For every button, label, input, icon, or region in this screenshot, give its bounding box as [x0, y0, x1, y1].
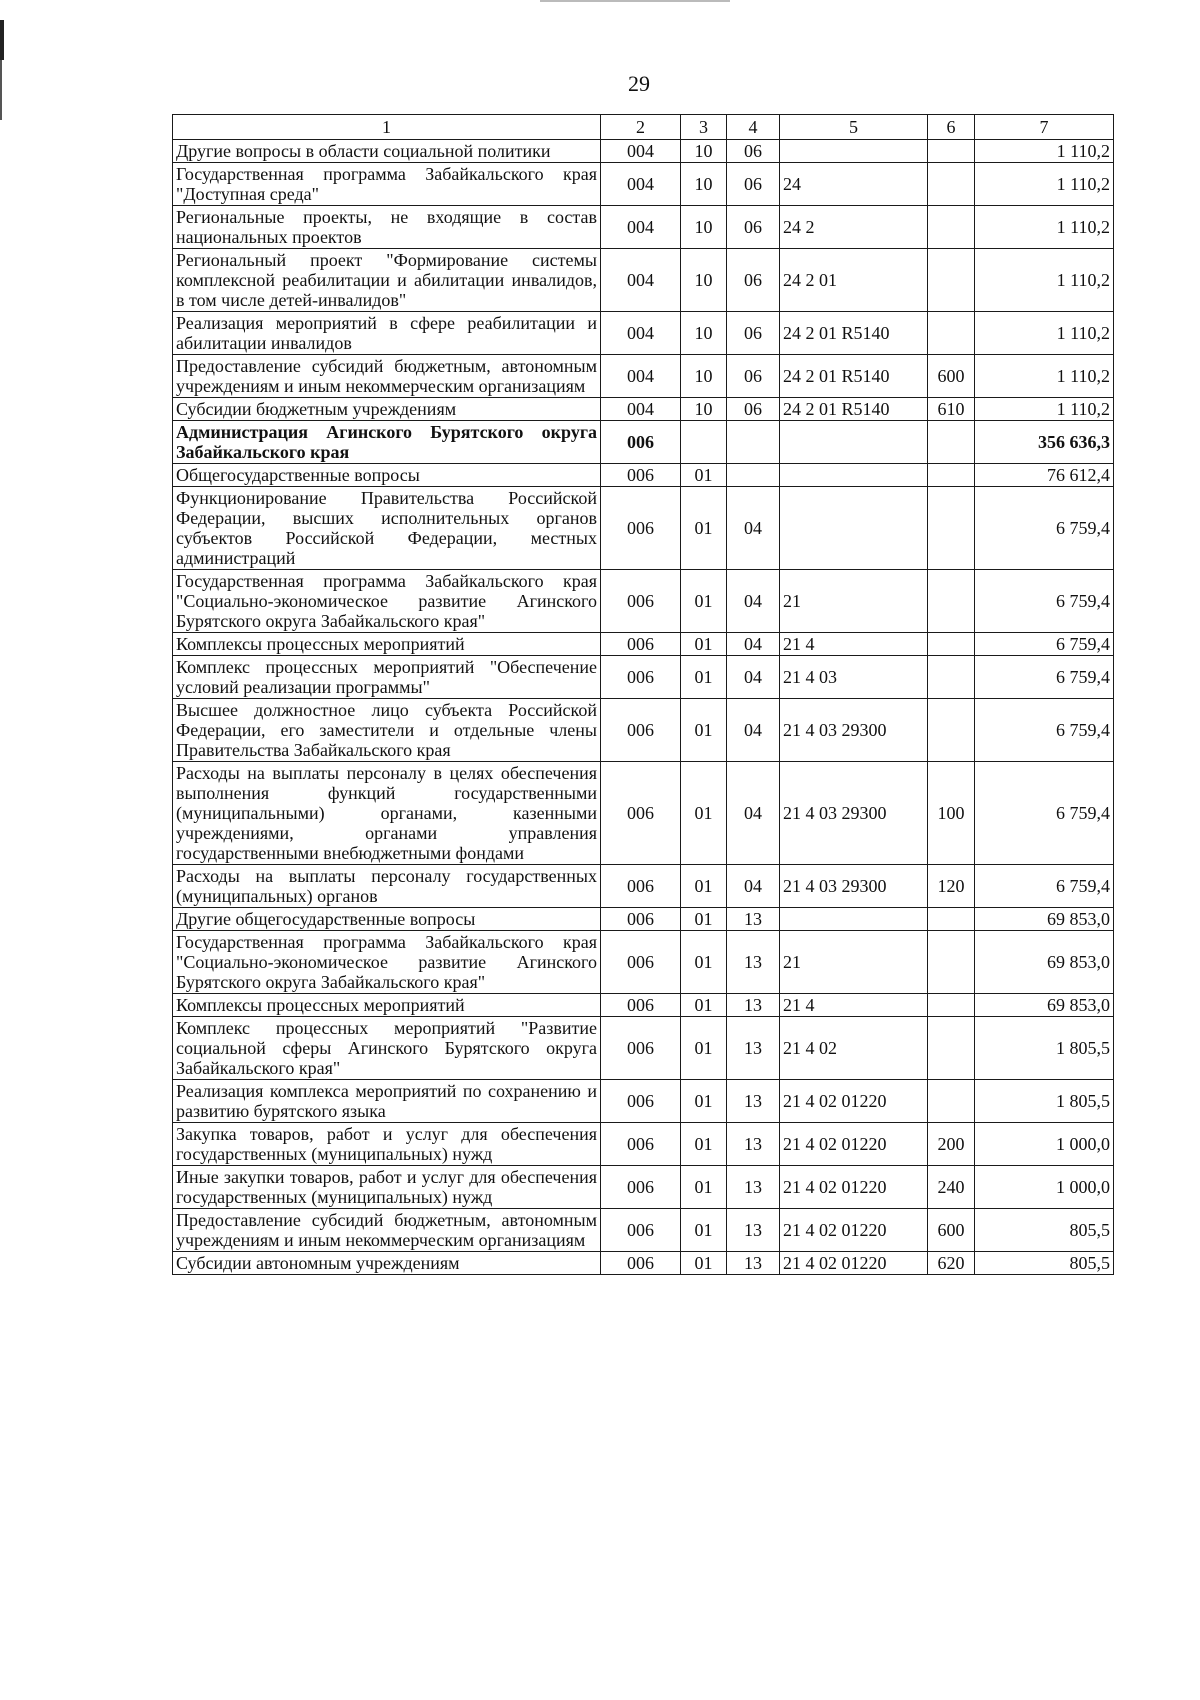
- row-subsection-cell: 13: [727, 908, 780, 931]
- row-target-article-cell: 21 4 02: [780, 1017, 928, 1080]
- row-name-cell: Региональный проект "Формирование системы комплексной реабилитации и абилитации инвалидов, в том числе детей-инвалидов": [173, 249, 601, 312]
- row-grbs-cell: 004: [601, 355, 681, 398]
- row-name-cell: Предоставление субсидий бюджетным, автономным учреждениям и иным некоммерческим организациям: [173, 355, 601, 398]
- row-name-cell: Комплекс процессных мероприятий "Обеспечение условий реализации программы": [173, 656, 601, 699]
- row-subsection-cell: 04: [727, 865, 780, 908]
- row-amount-cell: 1 110,2: [975, 163, 1114, 206]
- row-amount-cell: 1 110,2: [975, 206, 1114, 249]
- table-row: [173, 1252, 1114, 1275]
- row-grbs-cell: 006: [601, 762, 681, 865]
- row-subsection-cell: 04: [727, 762, 780, 865]
- row-section-cell: 01: [681, 1252, 727, 1275]
- table-row: [173, 699, 1114, 762]
- table-row: [173, 908, 1114, 931]
- table-row: [173, 1017, 1114, 1080]
- row-name-cell: Комплексы процессных мероприятий: [173, 994, 601, 1017]
- row-grbs-cell: 004: [601, 206, 681, 249]
- row-target-article-cell: 21 4 02 01220: [780, 1252, 928, 1275]
- table-body: [173, 140, 1114, 1275]
- table-row: [173, 1123, 1114, 1166]
- row-expense-type-cell: [928, 487, 975, 570]
- row-amount-cell: 69 853,0: [975, 994, 1114, 1017]
- row-grbs-cell: 006: [601, 699, 681, 762]
- row-section-cell: 10: [681, 249, 727, 312]
- row-expense-type-cell: 600: [928, 1209, 975, 1252]
- row-name-cell: Реализация комплекса мероприятий по сохранению и развитию бурятского языка: [173, 1080, 601, 1123]
- row-subsection-cell: 13: [727, 1017, 780, 1080]
- row-target-article-cell: 21: [780, 931, 928, 994]
- row-name-cell: Комплексы процессных мероприятий: [173, 633, 601, 656]
- row-subsection-cell: 13: [727, 1252, 780, 1275]
- table-header-row: [173, 115, 1114, 140]
- row-grbs-cell: 004: [601, 312, 681, 355]
- table-row: [173, 312, 1114, 355]
- row-amount-cell: 1 110,2: [975, 398, 1114, 421]
- row-expense-type-cell: [928, 1017, 975, 1080]
- row-name-cell: Закупка товаров, работ и услуг для обеспечения государственных (муниципальных) нужд: [173, 1123, 601, 1166]
- row-section-cell: 01: [681, 994, 727, 1017]
- row-expense-type-cell: [928, 421, 975, 464]
- row-target-article-cell: 21 4 03 29300: [780, 762, 928, 865]
- row-name-cell: Функционирование Правительства Российской Федерации, высших исполнительных органов субъектов Российской Федерации, местных администраций: [173, 487, 601, 570]
- row-target-article-cell: 21 4 02 01220: [780, 1166, 928, 1209]
- table-row: [173, 140, 1114, 163]
- row-subsection-cell: 06: [727, 163, 780, 206]
- scan-edge-mark: [0, 20, 4, 60]
- column-header: 7: [975, 115, 1114, 140]
- row-subsection-cell: 13: [727, 994, 780, 1017]
- row-amount-cell: 1 000,0: [975, 1166, 1114, 1209]
- row-name-cell: Расходы на выплаты персоналу в целях обеспечения выполнения функций государственными (муниципальными) органами, казенными учреждениями, органами управления государственными внебюджетными фондами: [173, 762, 601, 865]
- row-expense-type-cell: [928, 994, 975, 1017]
- row-subsection-cell: [727, 421, 780, 464]
- row-expense-type-cell: [928, 140, 975, 163]
- row-grbs-cell: 006: [601, 487, 681, 570]
- row-name-cell: Государственная программа Забайкальского края "Социально-экономическое развитие Агинского Бурятского округа Забайкальского края": [173, 570, 601, 633]
- row-amount-cell: 6 759,4: [975, 762, 1114, 865]
- table-row: [173, 570, 1114, 633]
- row-amount-cell: 1 110,2: [975, 249, 1114, 312]
- row-expense-type-cell: [928, 249, 975, 312]
- row-expense-type-cell: [928, 1080, 975, 1123]
- row-target-article-cell: [780, 421, 928, 464]
- row-section-cell: 01: [681, 656, 727, 699]
- row-subsection-cell: 13: [727, 1080, 780, 1123]
- column-header: 1: [173, 115, 601, 140]
- row-grbs-cell: 006: [601, 1209, 681, 1252]
- row-amount-cell: 69 853,0: [975, 931, 1114, 994]
- row-name-cell: Администрация Агинского Бурятского округа Забайкальского края: [173, 421, 601, 464]
- row-name-cell: Субсидии бюджетным учреждениям: [173, 398, 601, 421]
- row-subsection-cell: 06: [727, 312, 780, 355]
- row-target-article-cell: 21 4 03: [780, 656, 928, 699]
- row-target-article-cell: 21 4: [780, 994, 928, 1017]
- row-name-cell: Комплекс процессных мероприятий "Развитие социальной сферы Агинского Бурятского округа Забайкальского края": [173, 1017, 601, 1080]
- row-target-article-cell: [780, 487, 928, 570]
- row-grbs-cell: 006: [601, 633, 681, 656]
- column-header: 4: [727, 115, 780, 140]
- row-section-cell: 01: [681, 1080, 727, 1123]
- row-grbs-cell: 006: [601, 865, 681, 908]
- row-section-cell: 01: [681, 1166, 727, 1209]
- table-row: [173, 762, 1114, 865]
- row-section-cell: 01: [681, 762, 727, 865]
- budget-table: [172, 114, 1114, 1275]
- row-name-cell: Региональные проекты, не входящие в состав национальных проектов: [173, 206, 601, 249]
- row-target-article-cell: 24 2 01 R5140: [780, 312, 928, 355]
- row-grbs-cell: 006: [601, 994, 681, 1017]
- page-number: 29: [628, 71, 650, 96]
- row-amount-cell: 6 759,4: [975, 633, 1114, 656]
- row-amount-cell: 76 612,4: [975, 464, 1114, 487]
- row-expense-type-cell: 200: [928, 1123, 975, 1166]
- row-amount-cell: 1 110,2: [975, 140, 1114, 163]
- row-target-article-cell: 21 4 02 01220: [780, 1080, 928, 1123]
- row-target-article-cell: 21 4 03 29300: [780, 865, 928, 908]
- row-subsection-cell: 13: [727, 931, 780, 994]
- row-subsection-cell: 06: [727, 206, 780, 249]
- row-target-article-cell: 24 2 01: [780, 249, 928, 312]
- row-target-article-cell: 21 4 02 01220: [780, 1209, 928, 1252]
- row-target-article-cell: [780, 908, 928, 931]
- row-target-article-cell: 24 2 01 R5140: [780, 398, 928, 421]
- column-header: 3: [681, 115, 727, 140]
- row-amount-cell: 805,5: [975, 1252, 1114, 1275]
- row-section-cell: 01: [681, 1209, 727, 1252]
- row-section-cell: 01: [681, 699, 727, 762]
- row-grbs-cell: 006: [601, 1017, 681, 1080]
- row-expense-type-cell: [928, 656, 975, 699]
- row-expense-type-cell: 610: [928, 398, 975, 421]
- row-target-article-cell: 21 4: [780, 633, 928, 656]
- row-name-cell: Иные закупки товаров, работ и услуг для обеспечения государственных (муниципальных) нужд: [173, 1166, 601, 1209]
- row-amount-cell: 805,5: [975, 1209, 1114, 1252]
- table-row: [173, 1080, 1114, 1123]
- row-section-cell: 01: [681, 1017, 727, 1080]
- row-grbs-cell: 006: [601, 931, 681, 994]
- row-amount-cell: 6 759,4: [975, 656, 1114, 699]
- row-section-cell: 10: [681, 398, 727, 421]
- row-grbs-cell: 006: [601, 1080, 681, 1123]
- row-section-cell: 10: [681, 355, 727, 398]
- row-amount-cell: 6 759,4: [975, 699, 1114, 762]
- row-subsection-cell: 04: [727, 570, 780, 633]
- row-grbs-cell: 004: [601, 249, 681, 312]
- row-expense-type-cell: [928, 699, 975, 762]
- table-row: [173, 249, 1114, 312]
- row-expense-type-cell: [928, 312, 975, 355]
- row-target-article-cell: 24: [780, 163, 928, 206]
- column-header: 6: [928, 115, 975, 140]
- row-amount-cell: 1 000,0: [975, 1123, 1114, 1166]
- row-subsection-cell: 13: [727, 1209, 780, 1252]
- row-grbs-cell: 006: [601, 464, 681, 487]
- row-section-cell: 01: [681, 464, 727, 487]
- table-row: [173, 464, 1114, 487]
- row-subsection-cell: 04: [727, 487, 780, 570]
- row-expense-type-cell: 120: [928, 865, 975, 908]
- row-grbs-cell: 006: [601, 1123, 681, 1166]
- row-section-cell: 01: [681, 865, 727, 908]
- row-target-article-cell: 21: [780, 570, 928, 633]
- row-grbs-cell: 006: [601, 908, 681, 931]
- row-section-cell: 01: [681, 908, 727, 931]
- row-grbs-cell: 006: [601, 570, 681, 633]
- row-section-cell: 01: [681, 570, 727, 633]
- row-amount-cell: 69 853,0: [975, 908, 1114, 931]
- row-name-cell: Государственная программа Забайкальского края "Доступная среда": [173, 163, 601, 206]
- row-grbs-cell: 006: [601, 1166, 681, 1209]
- row-grbs-cell: 004: [601, 140, 681, 163]
- row-name-cell: Государственная программа Забайкальского края "Социально-экономическое развитие Агинского Бурятского округа Забайкальского края": [173, 931, 601, 994]
- table-row: [173, 355, 1114, 398]
- row-grbs-cell: 006: [601, 421, 681, 464]
- row-subsection-cell: 06: [727, 249, 780, 312]
- row-target-article-cell: 24 2 01 R5140: [780, 355, 928, 398]
- row-name-cell: Другие вопросы в области социальной политики: [173, 140, 601, 163]
- row-subsection-cell: 04: [727, 699, 780, 762]
- row-subsection-cell: 04: [727, 633, 780, 656]
- row-expense-type-cell: [928, 908, 975, 931]
- table-row: [173, 865, 1114, 908]
- row-expense-type-cell: [928, 163, 975, 206]
- row-name-cell: Реализация мероприятий в сфере реабилитации и абилитации инвалидов: [173, 312, 601, 355]
- row-section-cell: 10: [681, 206, 727, 249]
- row-expense-type-cell: [928, 633, 975, 656]
- row-amount-cell: 356 636,3: [975, 421, 1114, 464]
- row-target-article-cell: 21 4 02 01220: [780, 1123, 928, 1166]
- row-section-cell: 01: [681, 931, 727, 994]
- row-section-cell: 01: [681, 1123, 727, 1166]
- row-subsection-cell: 06: [727, 140, 780, 163]
- row-amount-cell: 1 805,5: [975, 1080, 1114, 1123]
- row-amount-cell: 1 110,2: [975, 355, 1114, 398]
- row-amount-cell: 6 759,4: [975, 865, 1114, 908]
- table-row: [173, 1209, 1114, 1252]
- row-name-cell: Другие общегосударственные вопросы: [173, 908, 601, 931]
- row-expense-type-cell: [928, 570, 975, 633]
- row-expense-type-cell: 240: [928, 1166, 975, 1209]
- row-expense-type-cell: 600: [928, 355, 975, 398]
- row-name-cell: Общегосударственные вопросы: [173, 464, 601, 487]
- row-subsection-cell: [727, 464, 780, 487]
- table-row: [173, 206, 1114, 249]
- row-name-cell: Субсидии автономным учреждениям: [173, 1252, 601, 1275]
- table-row: [173, 1166, 1114, 1209]
- table-row: [173, 398, 1114, 421]
- row-section-cell: 01: [681, 487, 727, 570]
- row-section-cell: [681, 421, 727, 464]
- row-target-article-cell: [780, 464, 928, 487]
- row-expense-type-cell: [928, 464, 975, 487]
- row-expense-type-cell: [928, 206, 975, 249]
- table-row: [173, 487, 1114, 570]
- scan-edge-mark: [540, 0, 730, 2]
- row-expense-type-cell: 620: [928, 1252, 975, 1275]
- row-target-article-cell: [780, 140, 928, 163]
- row-name-cell: Предоставление субсидий бюджетным, автономным учреждениям и иным некоммерческим организациям: [173, 1209, 601, 1252]
- row-amount-cell: 1 805,5: [975, 1017, 1114, 1080]
- row-grbs-cell: 004: [601, 163, 681, 206]
- row-section-cell: 10: [681, 312, 727, 355]
- row-subsection-cell: 13: [727, 1166, 780, 1209]
- row-target-article-cell: 21 4 03 29300: [780, 699, 928, 762]
- row-subsection-cell: 06: [727, 355, 780, 398]
- row-name-cell: Высшее должностное лицо субъекта Российской Федерации, его заместители и отдельные члены Правительства Забайкальского края: [173, 699, 601, 762]
- row-section-cell: 10: [681, 163, 727, 206]
- row-target-article-cell: 24 2: [780, 206, 928, 249]
- row-amount-cell: 6 759,4: [975, 487, 1114, 570]
- table-row: [173, 163, 1114, 206]
- row-amount-cell: 1 110,2: [975, 312, 1114, 355]
- row-section-cell: 01: [681, 633, 727, 656]
- row-subsection-cell: 13: [727, 1123, 780, 1166]
- table-row: [173, 633, 1114, 656]
- row-expense-type-cell: 100: [928, 762, 975, 865]
- table-row: [173, 656, 1114, 699]
- row-section-cell: 10: [681, 140, 727, 163]
- column-header: 2: [601, 115, 681, 140]
- row-grbs-cell: 006: [601, 656, 681, 699]
- table-row: [173, 931, 1114, 994]
- column-header: 5: [780, 115, 928, 140]
- row-grbs-cell: 004: [601, 398, 681, 421]
- row-grbs-cell: 006: [601, 1252, 681, 1275]
- table-row: [173, 994, 1114, 1017]
- table-row: [173, 421, 1114, 464]
- row-subsection-cell: 06: [727, 398, 780, 421]
- row-expense-type-cell: [928, 931, 975, 994]
- row-subsection-cell: 04: [727, 656, 780, 699]
- row-name-cell: Расходы на выплаты персоналу государственных (муниципальных) органов: [173, 865, 601, 908]
- row-amount-cell: 6 759,4: [975, 570, 1114, 633]
